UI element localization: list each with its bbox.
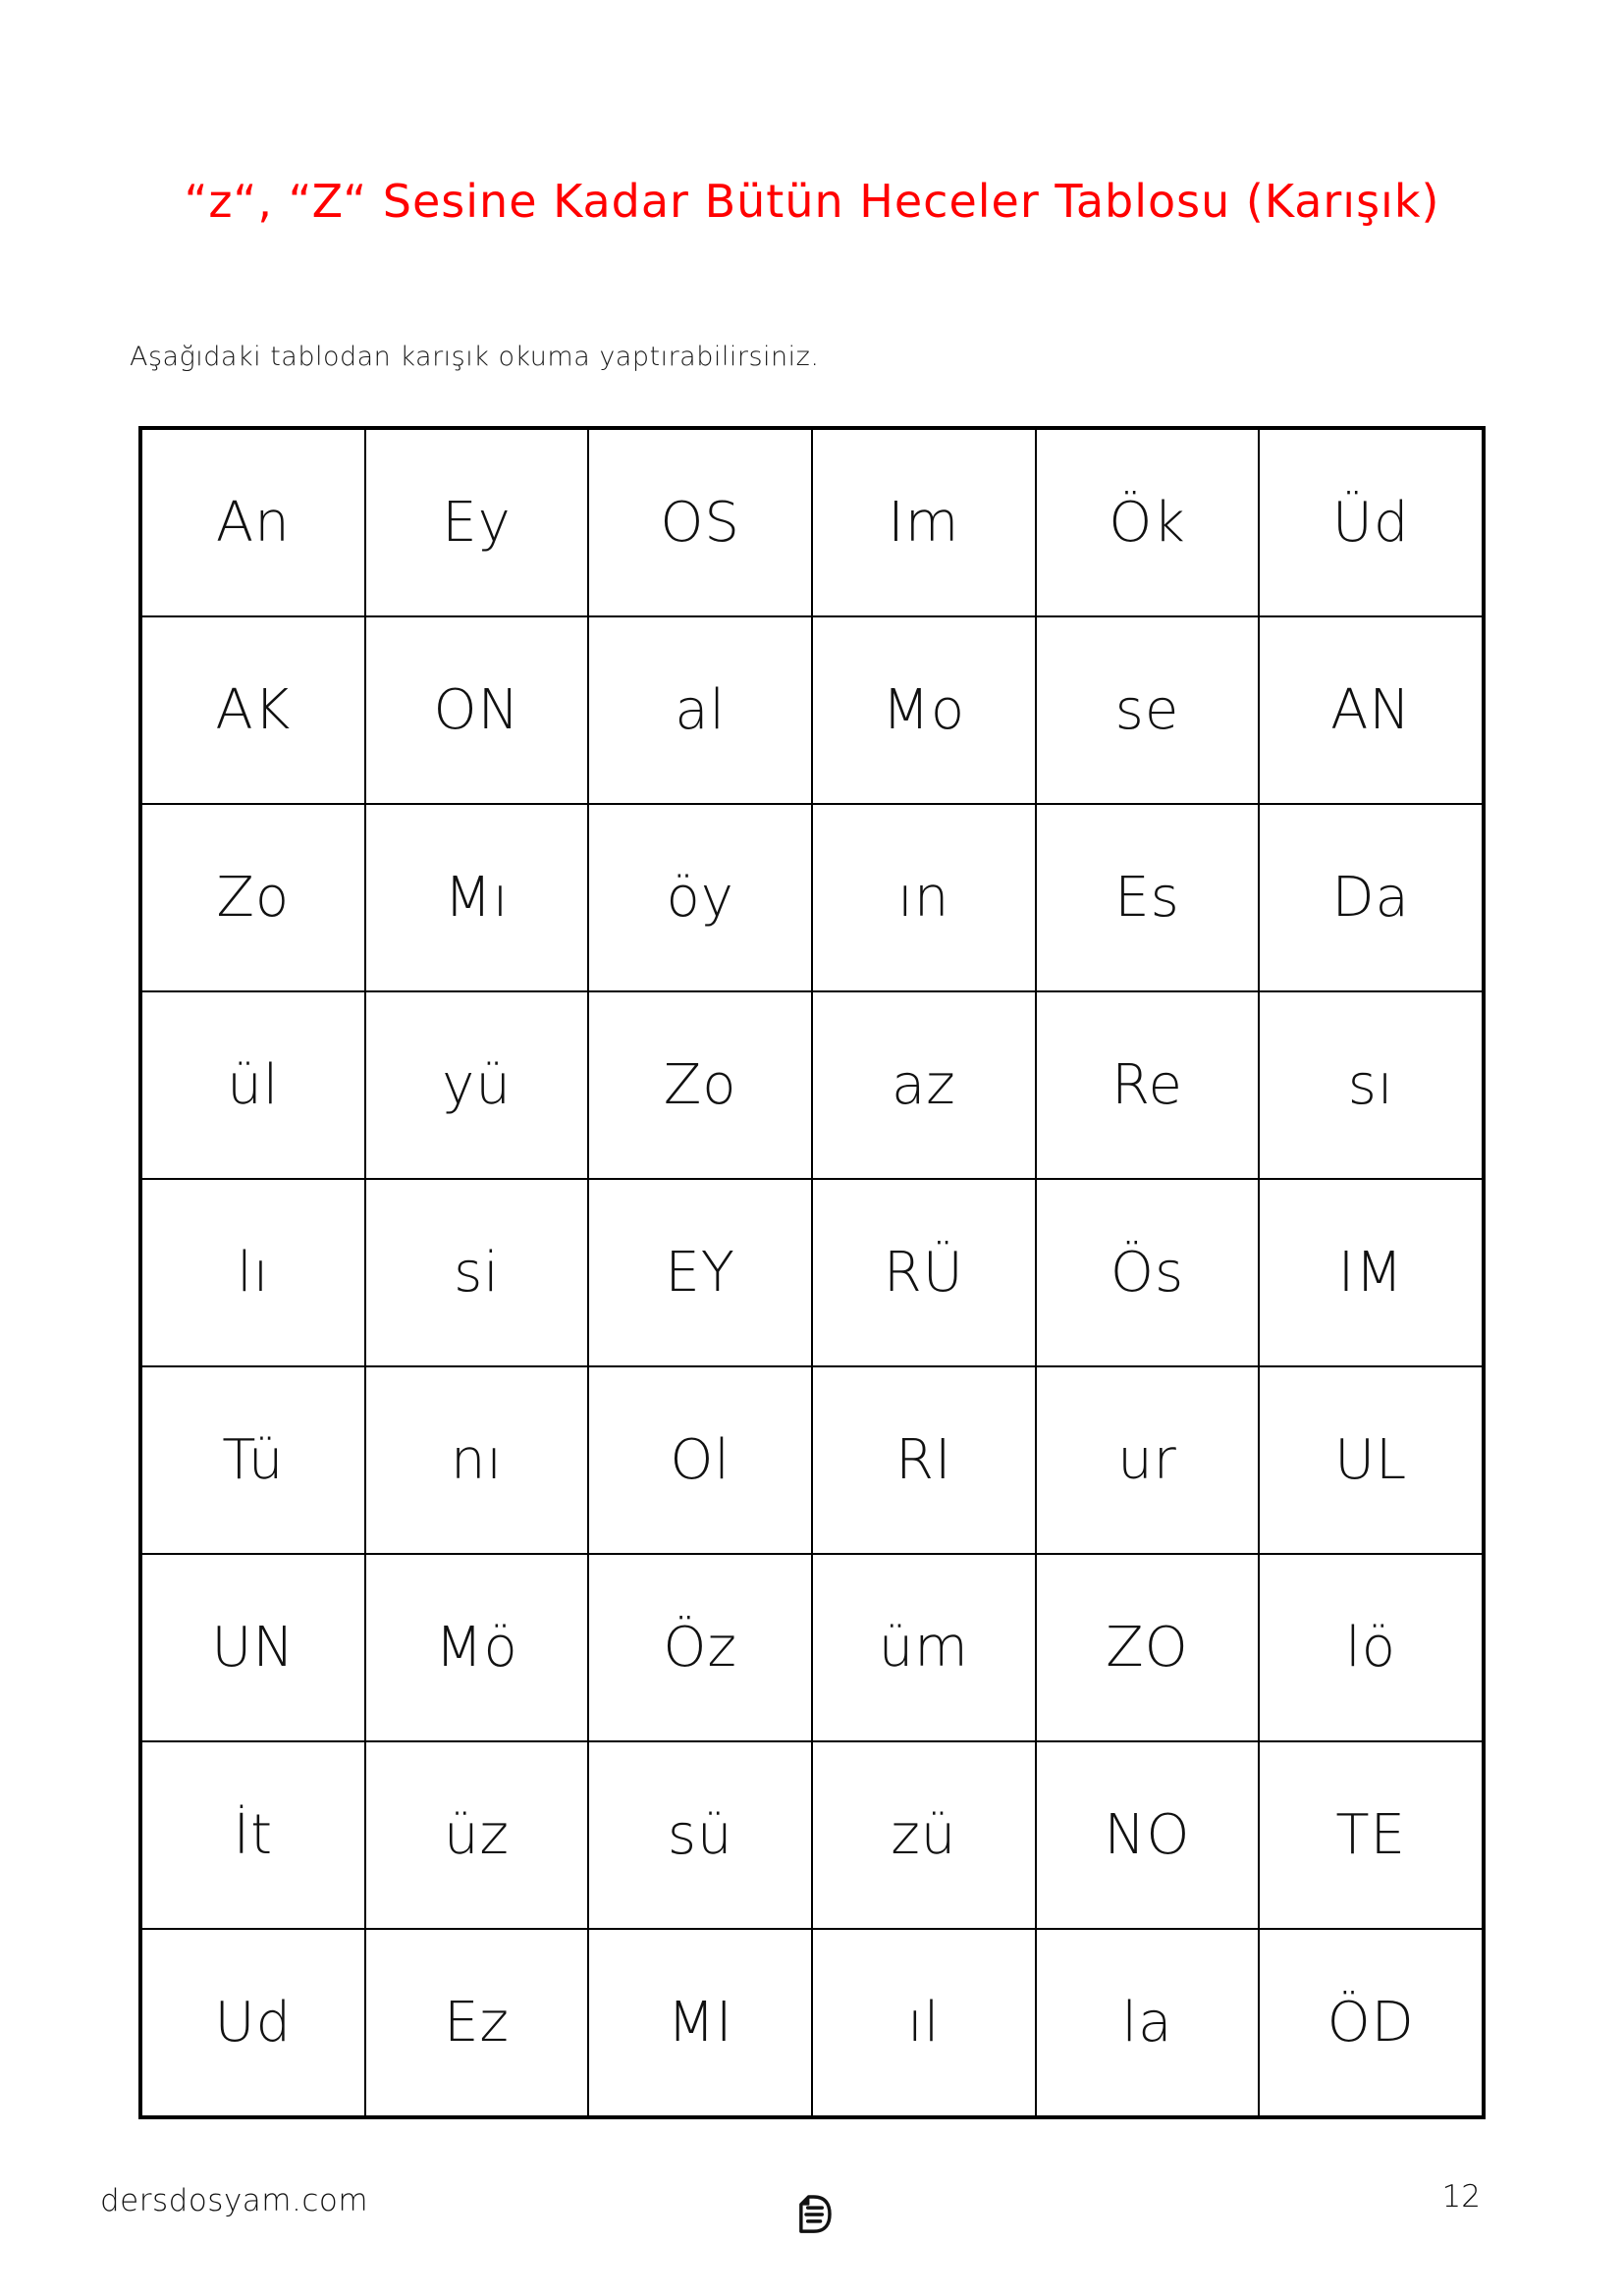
syllable-cell: ur — [1036, 1366, 1260, 1554]
syllable-cell: Da — [1259, 804, 1483, 991]
syllable-cell: Üd — [1259, 429, 1483, 616]
syllable-cell: ZO — [1036, 1554, 1260, 1741]
syllable-cell: la — [1036, 1929, 1260, 2116]
syllable-cell: Ez — [365, 1929, 589, 2116]
syllable-cell: al — [588, 616, 812, 804]
syllable-cell: Ök — [1036, 429, 1260, 616]
syllable-cell: Ey — [365, 429, 589, 616]
syllable-cell: yü — [365, 991, 589, 1179]
instruction-text: Aşağıdaki tablodan karışık okuma yaptırabilirsiniz. — [130, 342, 820, 372]
syllable-cell: lı — [141, 1179, 365, 1366]
syllable-cell: İt — [141, 1741, 365, 1929]
syllable-cell: Ol — [588, 1366, 812, 1554]
syllable-cell: lö — [1259, 1554, 1483, 1741]
syllable-cell: MI — [588, 1929, 812, 2116]
syllable-cell: Mı — [365, 804, 589, 991]
syllable-cell: RI — [812, 1366, 1036, 1554]
syllable-cell: IM — [1259, 1179, 1483, 1366]
syllable-cell: nı — [365, 1366, 589, 1554]
syllable-cell: ON — [365, 616, 589, 804]
syllable-cell: Re — [1036, 991, 1260, 1179]
syllable-cell: Ud — [141, 1929, 365, 2116]
syllable-cell: ın — [812, 804, 1036, 991]
syllable-cell: NO — [1036, 1741, 1260, 1929]
syllable-cell: zü — [812, 1741, 1036, 1929]
syllable-cell: OS — [588, 429, 812, 616]
page-footer — [0, 2177, 1624, 2256]
syllable-cell: Im — [812, 429, 1036, 616]
page-number: 12 — [1441, 2179, 1481, 2215]
syllable-cell: üm — [812, 1554, 1036, 1741]
document-icon — [788, 2191, 836, 2238]
syllable-cell: Mö — [365, 1554, 589, 1741]
syllable-cell: ÖD — [1259, 1929, 1483, 2116]
syllable-cell: Ös — [1036, 1179, 1260, 1366]
syllable-cell: An — [141, 429, 365, 616]
footer-website-text: dersdosyam.com — [100, 2183, 369, 2218]
syllable-cell: TE — [1259, 1741, 1483, 1929]
syllable-cell: EY — [588, 1179, 812, 1366]
syllable-cell: Zo — [141, 804, 365, 991]
syllable-table — [138, 426, 1486, 2119]
page-title: “z“, “Z“ Sesine Kadar Bütün Heceler Tablosu (Karışık) — [184, 175, 1440, 228]
syllable-cell: RÜ — [812, 1179, 1036, 1366]
syllable-cell: sı — [1259, 991, 1483, 1179]
syllable-cell: az — [812, 991, 1036, 1179]
syllable-cell: ül — [141, 991, 365, 1179]
syllable-cell: Es — [1036, 804, 1260, 991]
syllable-cell: UN — [141, 1554, 365, 1741]
syllable-cell: UL — [1259, 1366, 1483, 1554]
syllable-cell: öy — [588, 804, 812, 991]
syllable-cell: ıl — [812, 1929, 1036, 2116]
syllable-cell: Tü — [141, 1366, 365, 1554]
syllable-cell: Öz — [588, 1554, 812, 1741]
syllable-cell: Zo — [588, 991, 812, 1179]
syllable-cell: Mo — [812, 616, 1036, 804]
syllable-cell: se — [1036, 616, 1260, 804]
syllable-cell: si — [365, 1179, 589, 1366]
syllable-cell: AN — [1259, 616, 1483, 804]
syllable-cell: sü — [588, 1741, 812, 1929]
syllable-cell: üz — [365, 1741, 589, 1929]
syllable-cell: AK — [141, 616, 365, 804]
